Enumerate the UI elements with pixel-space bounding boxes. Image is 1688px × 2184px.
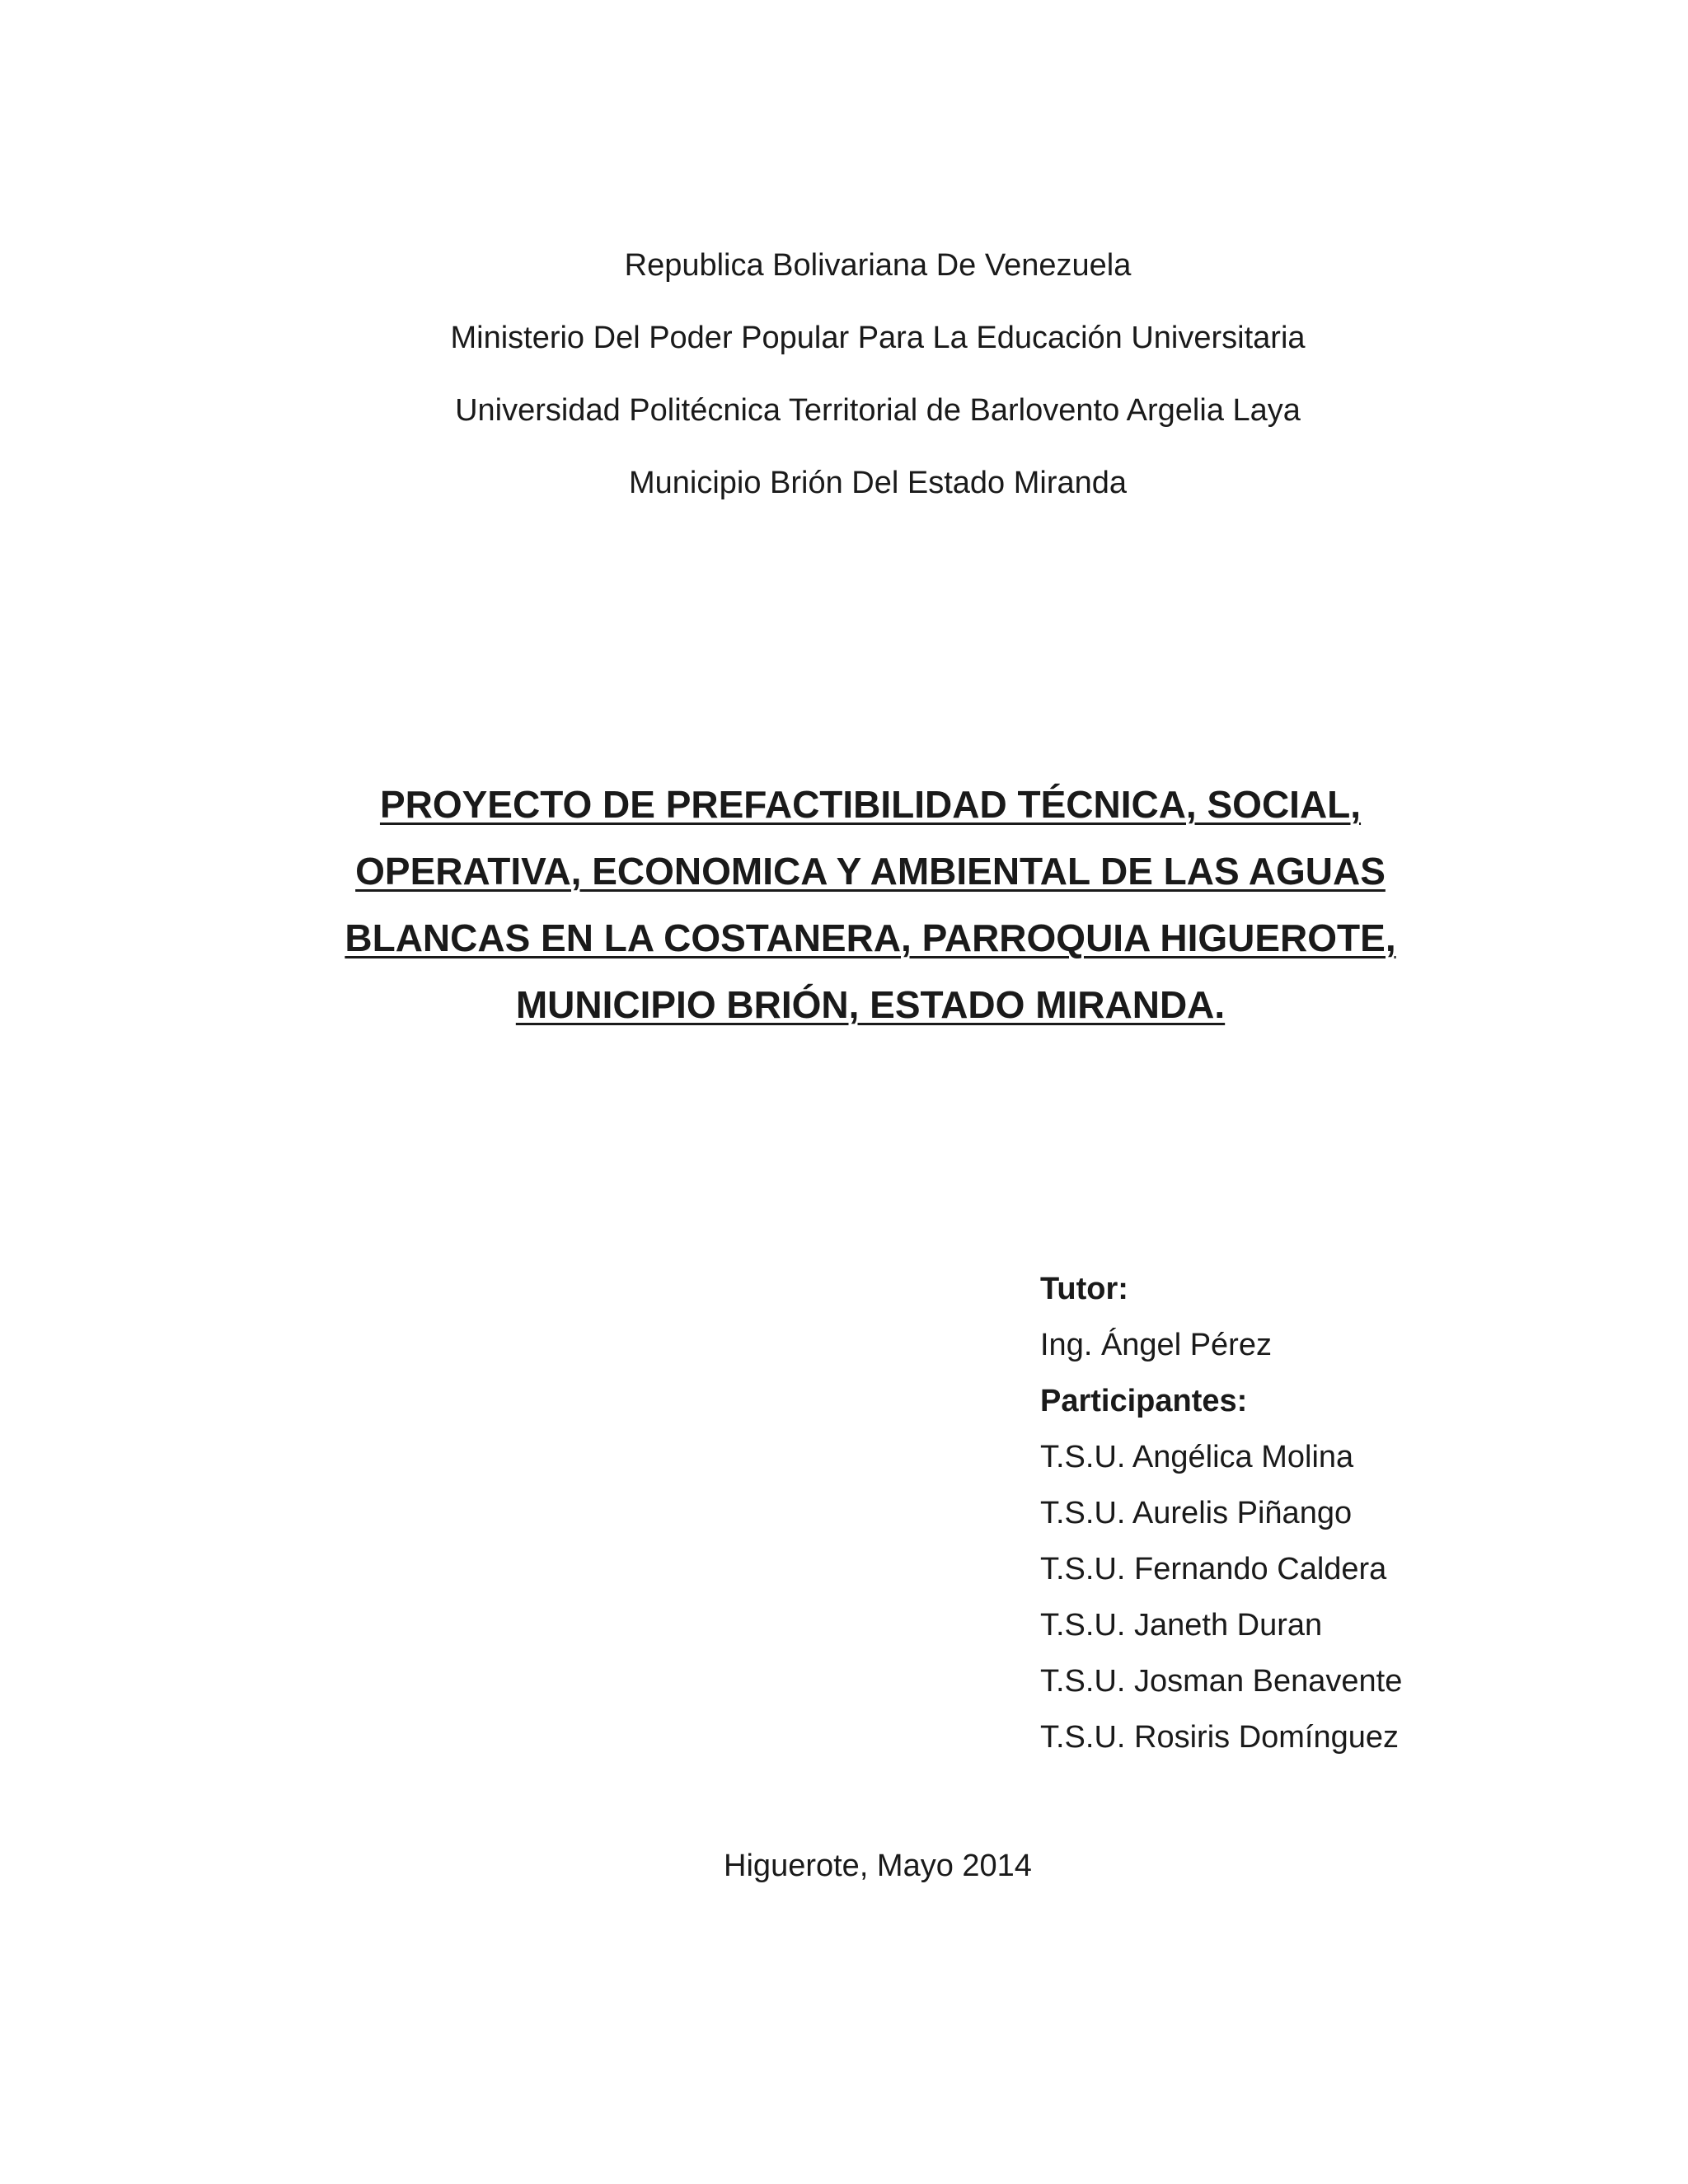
header-line-university: Universidad Politécnica Territorial de Barlovento Argelia Laya [455,393,1301,428]
header-line-ministry: Ministerio Del Poder Popular Para La Educación Universitaria [450,321,1306,355]
tutor-label: Tutor: [1040,1272,1128,1306]
title-line-text: PROYECTO DE PREFACTIBILIDAD TÉCNICA, SOCIAL, [379,783,1362,826]
participant-item: T.S.U. Josman Benavente [1040,1664,1403,1699]
participants-label: Participantes: [1040,1384,1248,1418]
tutor-name: Ing. Ángel Pérez [1040,1328,1272,1362]
credits-block [1040,1261,1667,1765]
institution-header [0,229,1688,519]
title-line-text: MUNICIPIO BRIÓN, ESTADO MIRANDA. [515,983,1226,1026]
header-line-country: Republica Bolivariana De Venezuela [624,248,1132,283]
participant-item: T.S.U. Janeth Duran [1040,1608,1323,1643]
title-line [0,972,1688,1038]
participant-item: T.S.U. Aurelis Piñango [1040,1496,1353,1530]
header-line-municipality: Municipio Brión Del Estado Miranda [628,466,1128,500]
participant-item: T.S.U. Rosiris Domínguez [1040,1720,1400,1755]
participant-item: T.S.U. Angélica Molina [1040,1440,1354,1474]
title-line [0,771,1688,838]
participant-item: T.S.U. Fernando Caldera [1040,1552,1387,1586]
title-line-text: OPERATIVA, ECONOMICA Y AMBIENTAL DE LAS AGUAS [355,850,1386,893]
title-line [0,905,1688,972]
place-date: Higuerote, Mayo 2014 [724,1849,1032,1883]
project-title [0,771,1688,1038]
title-line [0,838,1688,905]
title-line-text: BLANCAS EN LA COSTANERA, PARROQUIA HIGUEROTE, [345,916,1396,959]
